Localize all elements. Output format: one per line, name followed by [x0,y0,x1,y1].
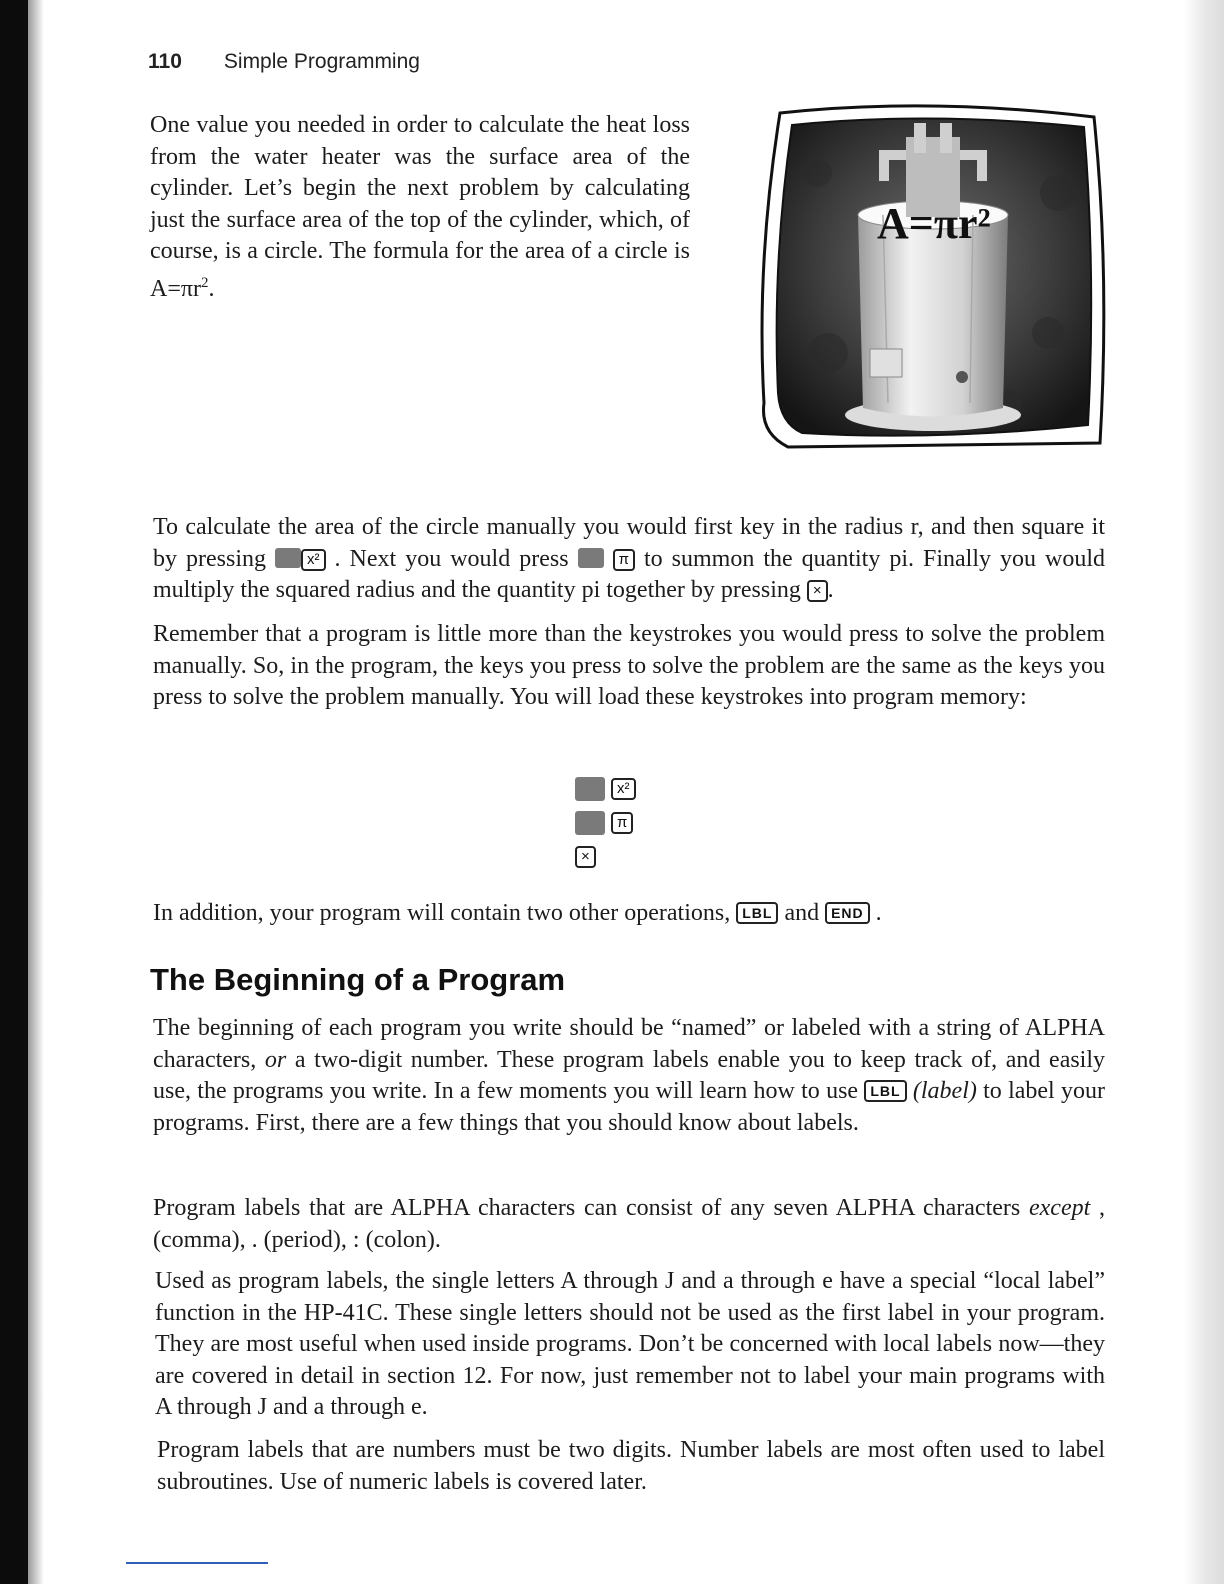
multiply-key: × [807,580,828,602]
shift-key [575,811,605,835]
page-number: 110 [148,50,182,73]
x-squared-key: x² [301,549,326,571]
area-formula: πr [180,275,201,302]
lbl-key: LBL [736,902,778,924]
numeric-labels-paragraph: Program labels that are numbers must be two digits. Number labels are most often used to label subroutines. Use of numeric labels is covered later. [157,1437,1105,1495]
keystroke-list [575,772,636,874]
x-squared-key: x² [611,778,636,800]
shift-key [575,777,605,801]
keystroke-row [575,806,636,840]
intro-paragraph: One value you needed in order to calculate the heat loss from the water heater was the surface area of the cylinder. Let’s begin the next problem by calculating just the surface area of the top of the cylinder, which, of course, is a circle. The formula for the area of a circle is $A=\pi r^2$. [150,112,690,302]
lbl-key: LBL [864,1080,906,1102]
running-header [148,50,420,74]
page-binding-shadow [28,0,44,1584]
page-binding-edge [0,0,28,1584]
multiply-key: × [575,846,596,868]
pi-key: π [611,812,633,834]
formula-label: A=πr² [877,199,991,248]
beginning-paragraph: The beginning of each program you write should be “named” or labeled with a string of ALPHA characters, or a two-digit number. These program labels enable you to keep track of, and easily use, the programs you write. In a few moments you will learn how to use LBL (label) to label your programs. First, there are a few things that you should know about labels. [153,1015,1106,1136]
manual-calculation-paragraph: To calculate the area of the circle manually you would first key in the radius r, and then square it by pressing x² . Next you would press π to summon the quantity pi. Finally you would multiply the squared radius and the quantity pi together by pressing × . [153,514,1106,603]
shift-key [578,548,604,568]
local-labels-paragraph: Used as program labels, the single letters A through J and a through e have a special “local label” function in the HP-41C. These single letters should not be used as the first label in your program. They are most useful when used inside programs. Don’t be concerned with local labels now—they are covered in detail in section 12. For now, just remember not to label your main programs with A through J and a through e. [155,1268,1105,1420]
pi-key: π [613,549,635,571]
water-heater-photo [758,103,1108,453]
section-heading: The Beginning of a Program [150,962,566,997]
addition-paragraph: In addition, your program will contain two other operations, LBL and END . [153,900,882,926]
program-paragraph: Remember that a program is little more than the keystrokes you would press to solve the problem manually. So, in the program, the keys you press to solve the problem are the same as the keys you press to solve the problem manually. You will load these keystrokes into program memory: [153,621,1105,710]
page-right-edge [1184,0,1224,1584]
bottom-rule [126,1562,268,1564]
end-key: END [825,902,870,924]
alpha-labels-paragraph: Program labels that are ALPHA characters can consist of any seven ALPHA characters except , (comma), . (period), : (colon). [153,1195,1106,1253]
keystroke-row [575,840,636,874]
formula-exponent: 2 [200,274,209,291]
keystroke-row [575,772,636,806]
section-title: Simple Programming [223,50,420,73]
water-heater-illustration [758,103,1108,453]
shift-key [275,548,301,568]
